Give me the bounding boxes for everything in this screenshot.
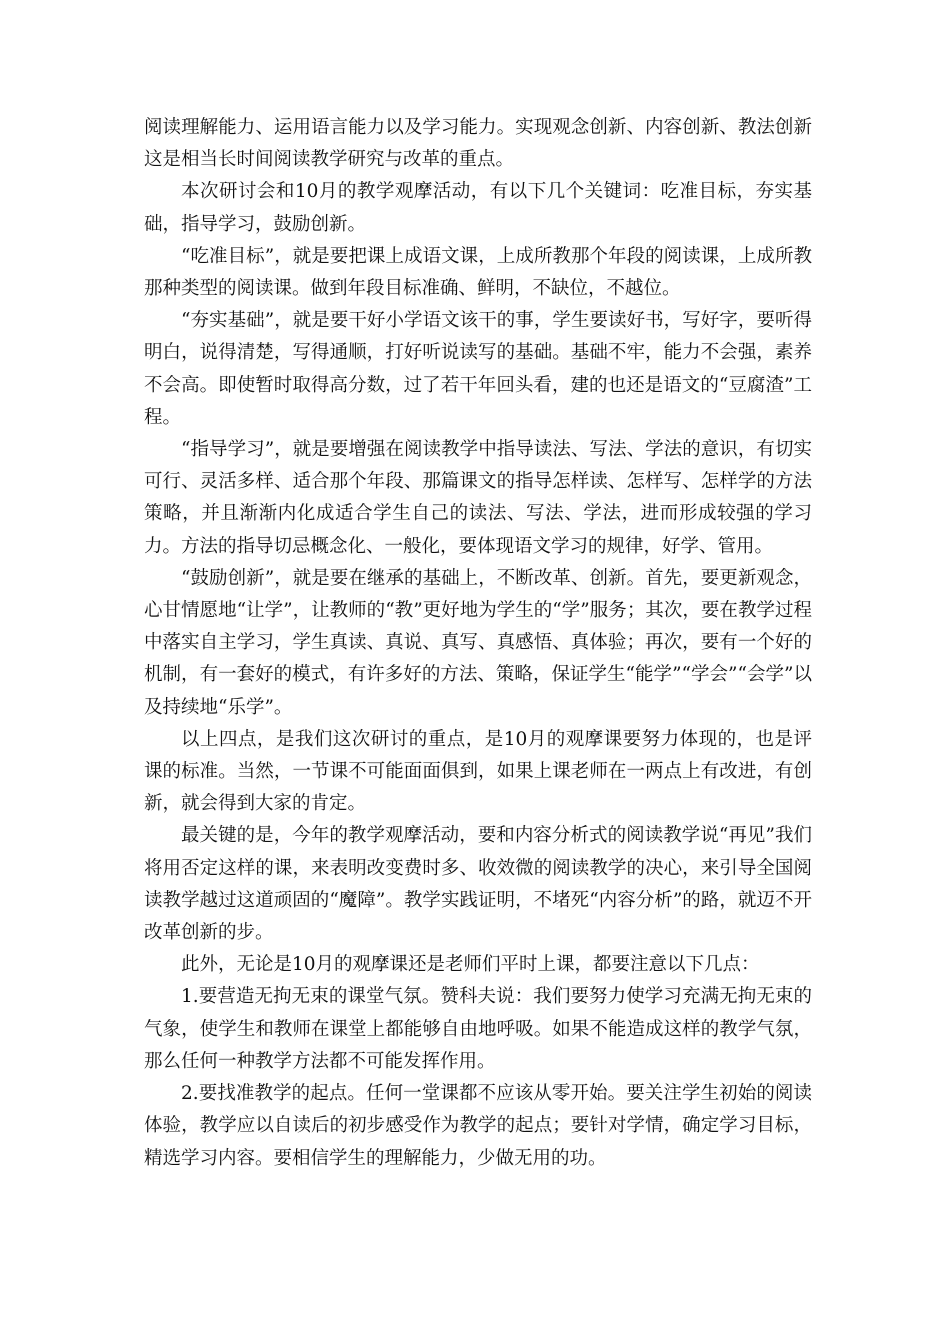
paragraph-four-points: 以上四点，是我们这次研讨的重点，是10月的观摩课要努力体现的，也是评课的标准。当然，一节课不可能面面俱到，如果上课老师在一两点上有改进，有创新，就会得到大家的肯定。 <box>144 728 812 815</box>
paragraph-encourage-innovation: “鼓励创新”，就是要在继承的基础上，不断改革、创新。首先，要更新观念，心甘情愿地“让学”，让教师的“教”更好地为学生的“学”服务；其次，要在教学过程中落实自主学习，学生真读、真说、真写、真感悟、真体验；再次，要有一个好的机制，有一套好的模式，有许多好的方法、策略，保证学生“能学”“学会”“会学”以及持续地“乐学”。 <box>144 567 812 718</box>
paragraph-guide-learning: “指导学习”，就是要增强在阅读教学中指导读法、写法、学法的意识，有切实可行、灵活多样、适合那个年段、那篇课文的指导怎样读、怎样写、怎样学的方法策略，并且渐渐内化成适合学生自己的读法、写法、学法，进而形成较强的学习力。方法的指导切忌概念化、一般化，要体现语文学习的规律，好学、管用。 <box>144 439 812 557</box>
paragraph-accurate-goals: “吃准目标”，就是要把课上成语文课，上成所教那个年段的阅读课，上成所教那种类型的阅读课。做到年段目标准确、鲜明，不缺位，不越位。 <box>144 245 812 300</box>
paragraph-item-2: 2.要找准教学的起点。任何一堂课都不应该从零开始。要关注学生初始的阅读体验，教学应以自读后的初步感受作为教学的起点；要针对学情，确定学习目标，精选学习内容。要相信学生的理解能力，少做无用的功。 <box>144 1083 812 1169</box>
document-body <box>144 112 812 1175</box>
paragraph-keywords-intro: 本次研讨会和10月的教学观摩活动，有以下几个关键词：吃准目标，夯实基础，指导学习，鼓励创新。 <box>144 181 812 235</box>
paragraph-most-critical: 最关键的是，今年的教学观摩活动，要和内容分析式的阅读教学说“再见”我们将用否定这样的课，来表明改变费时多、收效微的阅读教学的决心，来引导全国阅读教学越过这道顽固的“魔障”。教学实践证明，不堵死“内容分析”的路，就迈不开改革创新的步。 <box>144 825 812 944</box>
paragraph-solid-foundation: “夯实基础”，就是要干好小学语文该干的事，学生要读好书，写好字，要听得明白，说得清楚，写得通顺，打好听说读写的基础。基础不牢，能力不会强，素养不会高。即使暂时取得高分数，过了若干年回头看，建的也还是语文的“豆腐渣”工程。 <box>144 310 812 428</box>
paragraph-continuation: 阅读理解能力、运用语言能力以及学习能力。实现观念创新、内容创新、教法创新这是相当长时间阅读教学研究与改革的重点。 <box>144 117 812 171</box>
paragraph-item-1: 1.要营造无拘无束的课堂气氛。赞科夫说：我们要努力使学习充满无拘无束的气象，使学生和教师在课堂上都能够自由地呼吸。如果不能造成这样的教学气氛，那么任何一种教学方法都不可能发挥作用。 <box>144 986 812 1072</box>
paragraph-additional-notes: 此外，无论是10月的观摩课还是老师们平时上课，都要注意以下几点： <box>181 954 760 976</box>
